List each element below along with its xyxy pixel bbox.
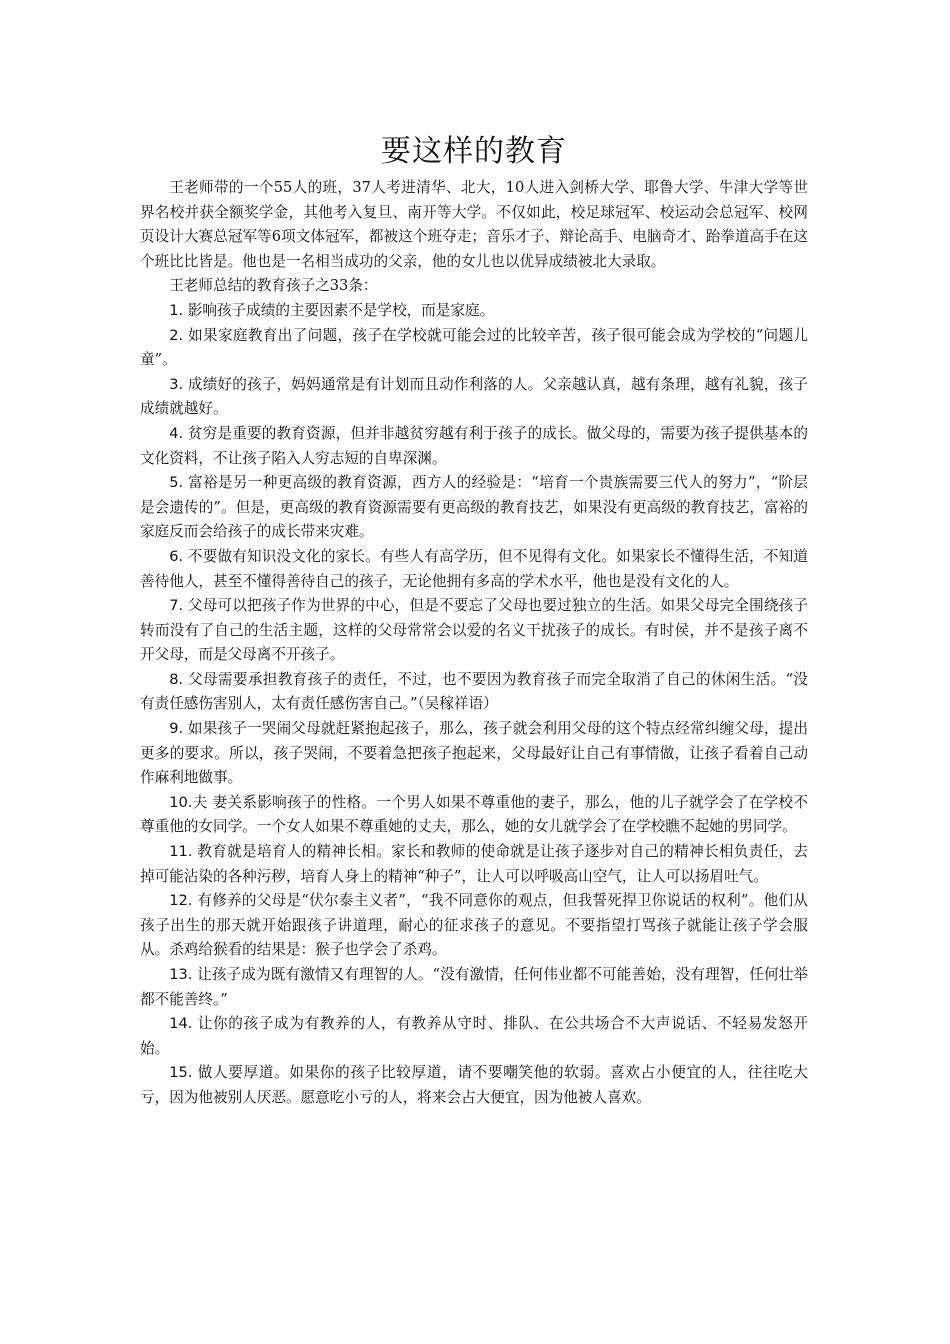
rule-item (140, 963, 808, 1012)
rule-text: 富裕是另一种更高级的教育资源，西方人的经验是：“培育一个贵族需要三代人的努力”，“阶层是会遗传的”。但是，更高级的教育资源需要有更高级的教育技艺，如果没有更高级的教育技艺，富裕的家庭反而会给孩子的成长带来灾难。 (140, 474, 808, 541)
rule-text: 父母可以把孩子作为世界的中心，但是不要忘了父母也要过独立的生活。如果父母完全围绕孩子转而没有了自己的生活主题，这样的父母常常会以爱的名义干扰孩子的成长。有时侯，并不是孩子离不开父母，而是父母离不开孩子。 (140, 597, 808, 664)
rule-text: 成绩好的孩子，妈妈通常是有计划而且动作利落的人。父亲越认真，越有条理，越有礼貌，孩子成绩就越好。 (140, 375, 808, 418)
summary-heading: 王老师总结的教育孩子之33条： (169, 277, 378, 295)
rule-number: 13. (169, 966, 193, 983)
rule-item (140, 299, 808, 324)
intro-paragraph: 王老师带的一个55人的班，37人考进清华、北大，10人进入剑桥大学、耶鲁大学、牛津大学等世界名校并获全额奖学金，其他考入复旦、南开等大学。不仅如此，校足球冠军、校运动会总冠军、校网页设计大赛总冠军等6项文体冠军，都被这个班夺走；音乐才子、辩论高手、电脑奇才、跆拳道高手在这个班比比皆是。他也是一名相当成功的父亲，他的女儿也以优异成绩被北大录取。 (140, 179, 808, 270)
rule-text: 不要做有知识没文化的家长。有些人有高学历，但不见得有文化。如果家长不懂得生活，不知道善待他人，甚至不懂得善待自己的孩子，无论他拥有多高的学术水平，他也是没有文化的人。 (140, 547, 808, 590)
rule-text: 做人要厚道。如果你的孩子比较厚道，请不要嘲笑他的软弱。喜欢占小便宜的人，往往吃大亏，因为他被别人厌恶。愿意吃小亏的人，将来会占大便宜，因为他被人喜欢。 (140, 1064, 808, 1106)
rule-text: 教育就是培育人的精神长相。家长和教师的使命就是让孩子逐步对自己的精神长相负责任，去掉可能沾染的各种污秽，培育人身上的精神“种子”，让人可以呼吸高山空气，让人可以扬眉吐气。 (140, 843, 808, 885)
rule-number: 6. (169, 547, 184, 565)
rule-number: 7. (169, 597, 184, 615)
document-body (140, 130, 808, 1111)
rule-number: 4. (169, 424, 184, 442)
rule-text: 贫穷是重要的教育资源，但并非越贫穷越有利于孩子的成长。做父母的，需要为孩子提供基本的文化资料，不让孩子陷入人穷志短的自卑深渊。 (140, 424, 808, 467)
rule-item (140, 791, 808, 840)
rule-item (140, 1012, 808, 1061)
rules-list (140, 299, 808, 1111)
rule-text: 如果家庭教育出了问题，孩子在学校就可能会过的比较辛苦，孩子很可能会成为学校的“问题儿童”。 (140, 326, 808, 369)
rule-item (140, 668, 808, 717)
rule-number: 5. (169, 474, 184, 492)
rule-item (140, 889, 808, 963)
rule-item (140, 717, 808, 791)
rule-text: 让你的孩子成为有教养的人，有教养从守时、排队、在公共场合不大声说话、不轻易发怒开始。 (140, 1015, 808, 1057)
rule-number: 12. (169, 892, 193, 910)
rule-item (140, 422, 808, 471)
rule-number: 10. (169, 793, 193, 811)
rule-number: 11. (169, 843, 193, 861)
rule-text: 让孩子成为既有激情又有理智的人。“没有激情，任何伟业都不可能善始，没有理智，任何壮举都不能善终。” (140, 966, 808, 1008)
rule-item (140, 545, 808, 594)
rule-item (140, 840, 808, 889)
rule-number: 9. (169, 720, 184, 738)
document-title: 要这样的教育 (381, 134, 567, 169)
rule-item (140, 594, 808, 668)
rule-text: 影响孩子成绩的主要因素不是学校，而是家庭。 (183, 301, 495, 319)
rule-number: 3. (169, 375, 184, 393)
rule-item (140, 373, 808, 422)
rule-number: 1. (169, 301, 184, 319)
rule-text: 夫 妻关系影响孩子的性格。一个男人如果不尊重他的妻子，那么，他的儿子就学会了在学校不尊重他的女同学。一个女人如果不尊重她的丈夫，那么，她的女儿就学会了在学校瞧不起她的男同学。 (140, 793, 808, 836)
rule-number: 14. (169, 1015, 193, 1033)
rule-text: 父母需要承担教育孩子的责任，不过，也不要因为教育孩子而完全取消了自己的休闲生活。“没有责任感伤害别人，太有责任感伤害自己。”（吴稼祥语） (140, 670, 808, 713)
rule-item (140, 1061, 808, 1110)
rule-number: 15. (169, 1064, 193, 1082)
rule-text: 有修养的父母是“伏尔泰主义者”，“我不同意你的观点，但我誓死捍卫你说话的权利”。他们从孩子出生的那天就开始跟孩子讲道理，耐心的征求孩子的意见。不要指望打骂孩子就能让孩子学会服从。杀鸡给猴看的结果是：猴子也学会了杀鸡。 (140, 892, 808, 959)
rule-text: 如果孩子一哭闹父母就赶紧抱起孩子，那么，孩子就会利用父母的这个特点经常纠缠父母，提出更多的要求。所以，孩子哭闹，不要着急把孩子抱起来，父母最好让自己有事情做，让孩子看着自己动作麻利地做事。 (140, 720, 808, 787)
rule-item (140, 324, 808, 373)
rule-item (140, 471, 808, 545)
rule-number: 8. (169, 670, 184, 688)
rule-number: 2. (169, 326, 184, 344)
